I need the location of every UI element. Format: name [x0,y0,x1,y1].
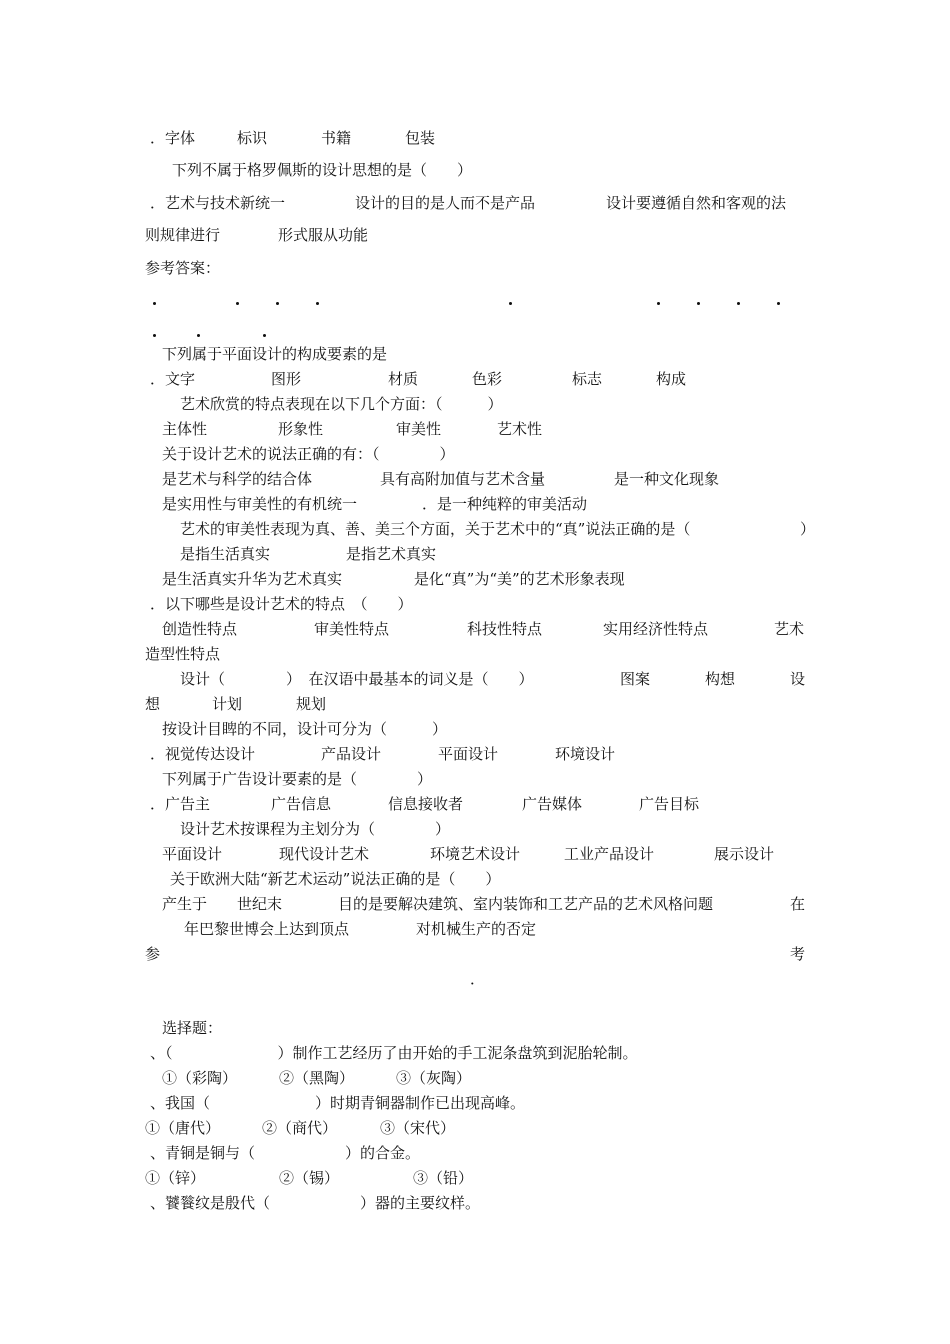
answer-heading-left: 参 [145,945,161,963]
option-text: 设计要遵循自然和客观的法 [606,194,787,212]
question-text: 、（ ）制作工艺经历了由开始的手工泥条盘筑到泥胎轮制。 [150,1044,638,1062]
question-text: 、我国（ ）时期青铜器制作已出现高峰。 [150,1094,526,1112]
option-text: 环境设计 [555,745,616,763]
option-text: ①（锌） [145,1169,206,1187]
answer-dot [697,302,700,305]
option-text: 书籍 [321,129,352,147]
answer-dot [737,302,740,305]
option-text: 广告媒体 [522,795,583,813]
option-text: 年巴黎世博会上达到顶点 [184,920,350,938]
question-text: 设计（ [180,670,226,688]
answer-dot [509,302,512,305]
option-text: 产生于 [162,895,208,913]
answer-dot [153,302,156,305]
option-line: ．广告主 [150,795,211,813]
option-text: 是艺术与科学的结合体 [162,470,313,488]
option-text: ①（唐代） [145,1119,221,1137]
question-text: 下列不属于格罗佩斯的设计思想的是（ ） [172,161,473,179]
option-text: 广告信息 [271,795,332,813]
answer-dot [263,334,266,337]
answer-dot [657,302,660,305]
question-text: 艺术欣赏的特点表现在以下几个方面：（ ） [180,395,503,413]
question-text: ） [800,520,816,538]
option-text: ①（彩陶） [162,1069,238,1087]
option-text: 审美性 [396,420,442,438]
option-text: 艺术性 [497,420,543,438]
option-text: 是化“真”为“美”的艺术形象表现 [414,570,625,588]
option-text: 构成 [656,370,687,388]
option-text: ②（黑陶） [279,1069,355,1087]
option-text: 设 [790,670,806,688]
option-text: 对机械生产的否定 [416,920,537,938]
option-text: 展示设计 [714,845,775,863]
option-text: 审美性特点 [314,620,390,638]
question-text: 关于设计艺术的说法正确的有：（ ） [162,445,455,463]
option-text: 图案 [620,670,651,688]
option-text: 设计的目的是人而不是产品 [355,194,536,212]
question-text: ．以下哪些是设计艺术的特点 （ ） [150,595,413,613]
option-text: 标识 [237,129,268,147]
option-line: ．字体 [150,129,196,147]
option-text: 工业产品设计 [564,845,655,863]
option-text: 在 [790,895,806,913]
question-text: 下列属于平面设计的构成要素的是 [162,345,388,363]
option-text: 广告目标 [639,795,700,813]
answer-dot [316,302,319,305]
option-text: 是指艺术真实 [346,545,437,563]
answer-dot [197,334,200,337]
option-text: 则规律进行 [145,226,221,244]
option-text: 材质 [388,370,419,388]
question-text: 设计艺术按课程为主划分为（ ） [180,820,451,838]
option-text: 图形 [271,370,302,388]
option-line: ．文字 [150,370,196,388]
option-text: ③（灰陶） [396,1069,472,1087]
option-text: ③（宋代） [380,1119,456,1137]
option-text: 是一种文化现象 [614,470,720,488]
option-text: 造型性特点 [145,645,221,663]
question-text: 按设计目睥的不同，设计可分为（ ） [162,720,448,738]
question-text: ） 在汉语中最基本的词义是（ ） [286,670,534,688]
option-text: 世纪末 [237,895,283,913]
option-text: 是实用性与审美性的有机统一 [162,495,358,513]
option-text: 色彩 [472,370,503,388]
question-text: 关于欧洲大陆“新艺术运动”说法正确的是（ ） [170,870,501,888]
option-text: ③（铅） [413,1169,474,1187]
answer-dot-text: ． [470,970,486,988]
option-text: 规划 [296,695,327,713]
option-text: 现代设计艺术 [279,845,370,863]
option-text: 艺术 [774,620,805,638]
option-text: 产品设计 [321,745,382,763]
answer-heading-right: 考 [790,945,806,963]
option-text: ．是一种纯粹的审美活动 [422,495,588,513]
question-text: 艺术的审美性表现为真、善、美三个方面，关于艺术中的“真”说法正确的是（ [180,520,691,538]
option-text: 形象性 [278,420,324,438]
answer-heading: 参考答案： [145,259,221,277]
option-line: ．艺术与技术新统一 [150,194,286,212]
option-line: ．视觉传达设计 [150,745,256,763]
option-text: 科技性特点 [467,620,543,638]
answer-dot [236,302,239,305]
section-heading: 选择题： [162,1019,223,1037]
question-text: 、饕餮纹是殷代（ ）器的主要纹样。 [150,1194,481,1212]
option-text: 想 [145,695,161,713]
option-text: 平面设计 [438,745,499,763]
option-text: 计划 [212,695,243,713]
answer-dot [276,302,279,305]
option-text: 实用经济性特点 [603,620,709,638]
option-text: 是指生活真实 [180,545,271,563]
option-text: 信息接收者 [388,795,464,813]
answer-dot [153,334,156,337]
question-text: 、青铜是铜与（ ）的合金。 [150,1144,421,1162]
option-text: 是生活真实升华为艺术真实 [162,570,343,588]
answer-dot [777,302,780,305]
option-text: 平面设计 [162,845,223,863]
option-text: 包装 [405,129,436,147]
option-text: 标志 [572,370,603,388]
option-text: ②（商代） [262,1119,338,1137]
option-text: 构想 [705,670,736,688]
option-text: 具有高附加值与艺术含量 [380,470,546,488]
option-text: ②（锡） [279,1169,340,1187]
option-text: 环境艺术设计 [430,845,521,863]
option-text: 形式服从功能 [278,226,369,244]
option-text: 目的是要解决建筑、室内装饰和工艺产品的艺术风格问题 [338,895,714,913]
question-text: 下列属于广告设计要素的是（ ） [162,770,433,788]
option-text: 主体性 [162,420,208,438]
option-text: 创造性特点 [162,620,238,638]
